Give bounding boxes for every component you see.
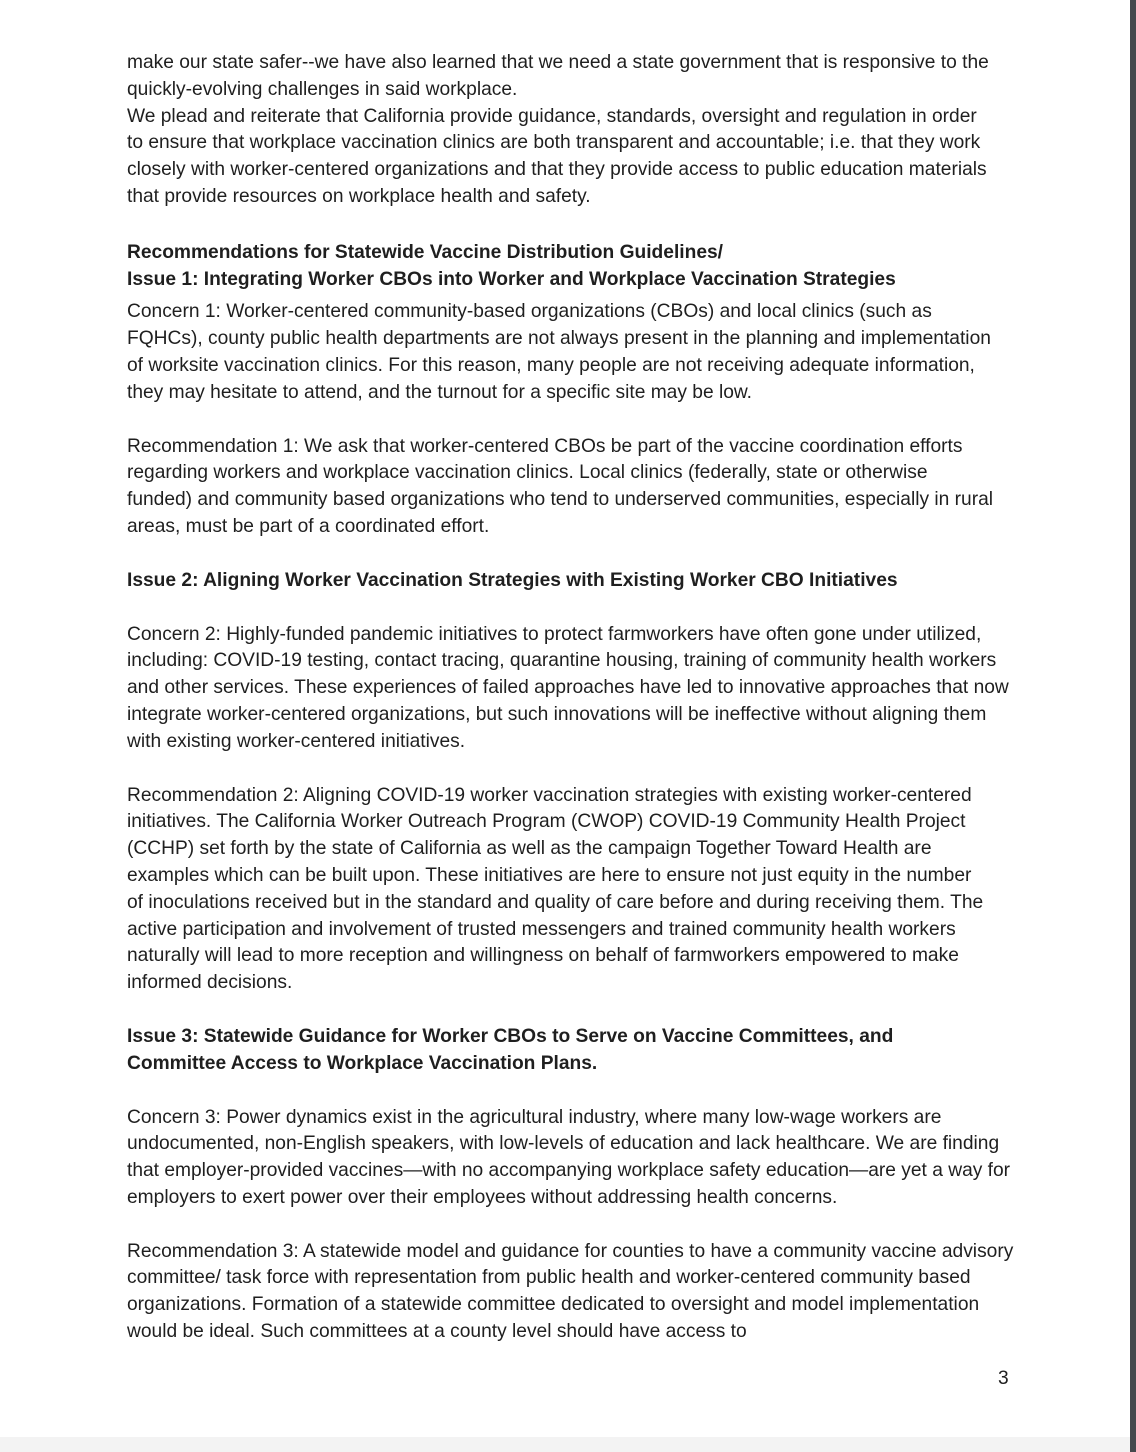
spacer xyxy=(127,595,1027,622)
issue-1-title: Issue 1: Integrating Worker CBOs into Worker and Workplace Vaccination Strategies xyxy=(127,268,896,290)
spacer xyxy=(127,541,1027,568)
spacer xyxy=(127,211,1027,238)
spacer xyxy=(127,756,1027,783)
concern-1: Concern 1: Worker-centered community-based organizations (CBOs) and local clinics (such as FQHCs), county public health departments are not always present in the planning and implementation of worksite vaccination clinics. For this reason, many people are not receiving adequate information, they may hesitate to attend, and the turnout for a specific site may be low. xyxy=(127,301,991,403)
issue-3-title: Issue 3: Statewide Guidance for Worker CBOs to Serve on Vaccine Committees, and Committee Access to Workplace Vaccination Plans. xyxy=(127,1025,894,1074)
spacer xyxy=(127,997,1027,1024)
recommendation-3: Recommendation 3: A statewide model and guidance for counties to have a community vaccine advisory committee/ task force with representation from public health and worker-centered community based organizations. Formation of a statewide committee dedicated to oversight and model implementation would be ideal. Such committees at a county level should have access to xyxy=(127,1240,1014,1343)
recommendation-2: Recommendation 2: Aligning COVID-19 worker vaccination strategies with existing worker-centered initiatives. The California Worker Outreach Program (CWOP) COVID-19 Community Health Project (CCHP) set forth by the state of California as well as the campaign Together Toward Health are examples which can be built upon. These initiatives are here to ensure not just equity in the number of inoculations received but in the standard and quality of care before and during receiving them. The active participation and involvement of trusted messengers and trained community health workers naturally will lead to more reception and willingness on behalf of farmworkers empowered to make informed decisions. xyxy=(127,784,984,994)
intro-paragraph-2: We plead and reiterate that California provide guidance, standards, oversight and regulation in order to ensure that workplace vaccination clinics are both transparent and accountable; i.e. that they work closely with worker-centered organizations and that they provide access to public education materials that provide resources on workplace health and safety. xyxy=(127,105,987,207)
recommendation-1: Recommendation 1: We ask that worker-centered CBOs be part of the vaccine coordination efforts regarding workers and workplace vaccination clinics. Local clinics (federally, state or otherwise funded) and community based organizations who tend to underserved communities, especially in rural areas, must be part of a coordinated effort. xyxy=(127,435,994,537)
viewer-scrollbar-edge[interactable] xyxy=(1130,0,1136,1452)
page-content xyxy=(127,50,1027,1346)
page-number: 3 xyxy=(998,1368,1009,1389)
concern-3: Concern 3: Power dynamics exist in the agricultural industry, where many low-wage workers are undocumented, non-English speakers, with low-levels of education and lack healthcare. We are finding that employer-provided vaccines—with no accompanying workplace safety education—are yet a way for employers to exert power over their employees without addressing health concerns. xyxy=(127,1106,1011,1208)
spacer xyxy=(127,407,1027,434)
concern-2: Concern 2: Highly-funded pandemic initiatives to protect farmworkers have often gone under utilized, including: COVID-19 testing, contact tracing, quarantine housing, training of community health workers and other services. These experiences of failed approaches have led to innovative approaches that now integrate worker-centered organizations, but such innovations will be ineffective without aligning them with existing worker-centered initiatives. xyxy=(127,623,1009,752)
page-bottom-edge xyxy=(0,1437,1130,1452)
spacer xyxy=(127,1212,1027,1239)
issue-2-title: Issue 2: Aligning Worker Vaccination Strategies with Existing Worker CBO Initiatives xyxy=(127,569,898,591)
spacer xyxy=(127,1078,1027,1105)
intro-paragraph-1: make our state safer--we have also learned that we need a state government that is responsive to the quickly-evolving challenges in said workplace. xyxy=(127,52,989,100)
section-title: Recommendations for Statewide Vaccine Distribution Guidelines/ xyxy=(127,241,724,263)
